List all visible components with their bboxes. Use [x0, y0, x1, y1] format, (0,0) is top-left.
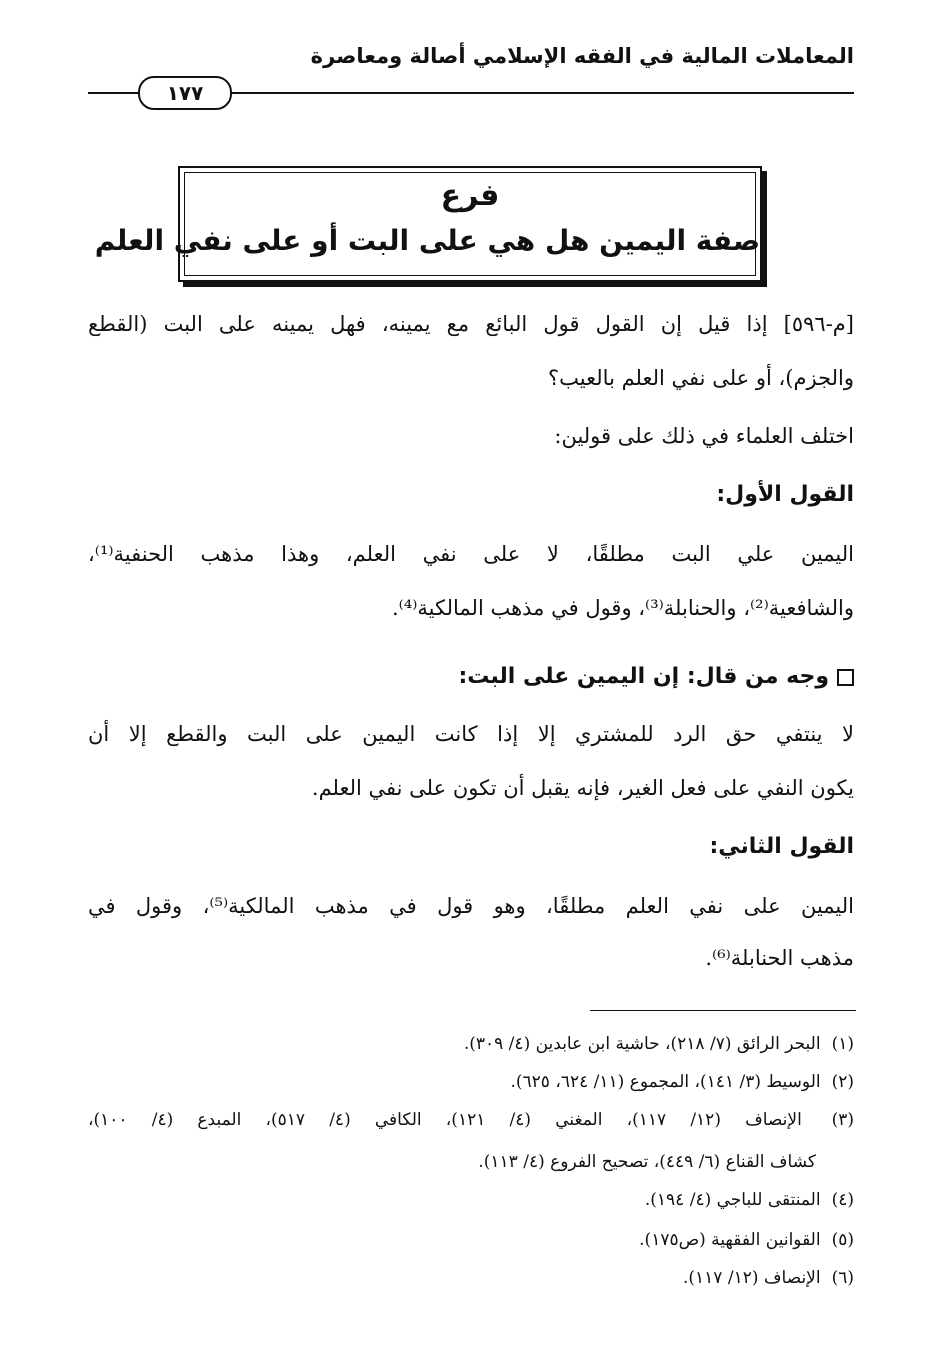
- footnote-6: [88, 1268, 854, 1288]
- footnote-3: [88, 1110, 854, 1130]
- footnote-number: (١): [831, 1034, 854, 1054]
- footnote-3-continuation: كشاف القناع (٦/ ٤٤٩)، تصحيح الفروع (٤/ ١١٣).: [478, 1152, 816, 1172]
- footnote-text: القوانين الفقهية (ص١٧٥).: [639, 1230, 821, 1250]
- paragraph-5-line-1: اليمين على نفي العلم مطلقًا، وهو قول في مذهب المالكية⁽⁵⁾، وقول في: [88, 894, 855, 918]
- footnote-number: (٦): [831, 1268, 854, 1288]
- footnote-5: [88, 1230, 854, 1250]
- section-label: فرع: [440, 178, 500, 213]
- paragraph-2: اختلف العلماء في ذلك على قولين:: [554, 424, 854, 448]
- paragraph-1-line-2: والجزم)، أو على نفي العلم بالعيب؟: [548, 366, 854, 390]
- footnote-text: البحر الرائق (٧/ ٢١٨)، حاشية ابن عابدين (٤/ ٣٠٩).: [463, 1034, 821, 1054]
- paragraph-3-line-1: اليمين علي البت مطلقًا، لا على نفي العلم، وهذا مذهب الحنفية⁽¹⁾،: [88, 542, 854, 566]
- footnote-4: [88, 1190, 854, 1210]
- section-title-box: [94, 166, 762, 282]
- paragraph-4-line-2: يكون النفي على فعل الغير، فإنه يقبل أن تكون على نفي العلم.: [311, 776, 854, 800]
- footnote-text: المنتقى للباجي (٤/ ١٩٤).: [644, 1190, 821, 1210]
- heading-argument-text: وجه من قال: إن اليمين على البت:: [458, 664, 829, 689]
- paragraph-3-line-2: والشافعية⁽²⁾، والحنابلة⁽³⁾، وقول في مذهب المالكية⁽⁴⁾.: [392, 596, 854, 620]
- heading-argument: [88, 664, 854, 689]
- page-number: ١٧٧: [138, 76, 232, 110]
- footnote-1: [88, 1034, 854, 1054]
- paragraph-1-line-1: [م-٥٩٦] إذا قيل إن القول قول البائع مع يمينه، فهل يمينه على البت (القطع: [88, 312, 854, 336]
- footnote-rule: [590, 1010, 856, 1011]
- section-title: صفة اليمين هل هي على البت أو على نفي العلم: [94, 224, 760, 257]
- footnote-number: (٣): [831, 1110, 854, 1130]
- footnote-text: الإنصاف (١٢/ ١١٧)، المغني (٤/ ١٢١)، الكافي (٤/ ٥١٧)، المبدع (٤/ ١٠٠)،: [88, 1110, 802, 1130]
- paragraph-5-line-2: مذهب الحنابلة⁽⁶⁾.: [705, 946, 854, 970]
- running-title: المعاملات المالية في الفقه الإسلامي أصالة ومعاصرة: [310, 44, 854, 68]
- heading-second-opinion: القول الثاني:: [709, 834, 854, 859]
- footnote-text: الإنصاف (١٢/ ١١٧).: [683, 1268, 821, 1288]
- heading-first-opinion: القول الأول:: [716, 482, 854, 507]
- checkbox-icon: [837, 669, 854, 686]
- footnote-2: [88, 1072, 854, 1092]
- footnote-number: (٤): [831, 1190, 854, 1210]
- footnote-text: الوسيط (٣/ ١٤١)، المجموع (١١/ ٦٢٤، ٦٢٥).: [510, 1072, 821, 1092]
- footnote-number: (٥): [831, 1230, 854, 1250]
- footnote-number: (٢): [831, 1072, 854, 1092]
- paragraph-4-line-1: لا ينتفي حق الرد للمشتري إلا إذا كانت اليمين على البت والقطع إلا أن: [88, 722, 854, 746]
